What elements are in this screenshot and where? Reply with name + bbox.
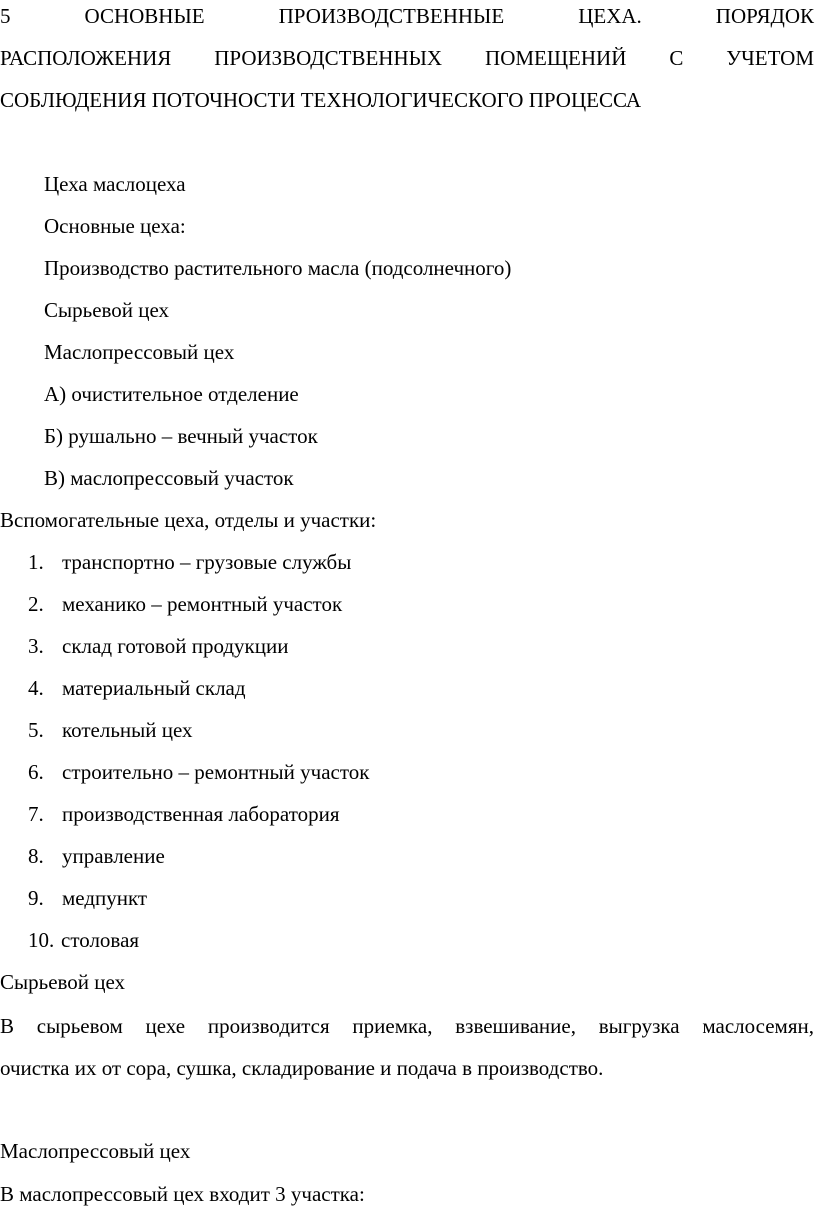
list-item-text: склад готовой продукции: [62, 634, 289, 658]
production-line: Производство растительного масла (подсолнечного): [44, 256, 512, 280]
raw-section-paragraph-line-1: В сырьевом цехе производится приемка, взвешивание, выгрузка маслосемян,: [0, 1014, 814, 1038]
press-shop-line: Маслопрессовый цех: [44, 340, 235, 364]
list-item-text: материальный склад: [62, 676, 246, 700]
section-b-line: Б) рушально – вечный участок: [44, 424, 318, 448]
list-item-text: котельный цех: [62, 718, 193, 742]
list-item-text: столовая: [61, 928, 140, 952]
list-item-number: 8.: [28, 844, 44, 868]
list-item-text: транспортно – грузовые службы: [62, 550, 352, 574]
list-item-number: 1.: [28, 550, 44, 574]
list-item-number: 5.: [28, 718, 44, 742]
heading-line-3: СОБЛЮДЕНИЯ ПОТОЧНОСТИ ТЕХНОЛОГИЧЕСКОГО ПРОЦЕССА: [0, 88, 642, 112]
list-item-number: 3.: [28, 634, 44, 658]
list-item-number: 4.: [28, 676, 44, 700]
list-item-number: 7.: [28, 802, 44, 826]
list-item-number: 10.: [28, 928, 55, 952]
main-shops-subtitle: Основные цеха:: [44, 214, 186, 238]
list-item-text: механико – ремонтный участок: [62, 592, 343, 616]
list-item-number: 2.: [28, 592, 44, 616]
list-item-number: 9.: [28, 886, 44, 910]
list-item-text: медпункт: [62, 886, 148, 910]
heading-line-1: 5 ОСНОВНЫЕ ПРОИЗВОДСТВЕННЫЕ ЦЕХА. ПОРЯДОК: [0, 4, 814, 28]
list-item-number: 6.: [28, 760, 44, 784]
section-a-line: А) очистительное отделение: [44, 382, 299, 406]
raw-section-title: Сырьевой цех: [0, 970, 126, 994]
press-section-paragraph-line-1: В маслопрессовый цех входит 3 участка:: [0, 1182, 365, 1206]
raw-section-paragraph-line-2: очистка их от сора, сушка, складирование и подача в производство.: [0, 1056, 604, 1080]
list-item-text: строительно – ремонтный участок: [62, 760, 370, 784]
list-item-text: производственная лаборатория: [62, 802, 340, 826]
heading-line-2: РАСПОЛОЖЕНИЯ ПРОИЗВОДСТВЕННЫХ ПОМЕЩЕНИЙ С УЧЕТОМ: [0, 46, 814, 70]
list-item-text: управление: [62, 844, 165, 868]
raw-shop-line: Сырьевой цех: [44, 298, 170, 322]
auxiliary-title: Вспомогательные цеха, отделы и участки:: [0, 508, 377, 532]
press-section-title: Маслопрессовый цех: [0, 1139, 191, 1163]
main-shops-title: Цеха маслоцеха: [44, 172, 186, 196]
section-c-line: В) маслопрессовый участок: [44, 466, 294, 490]
